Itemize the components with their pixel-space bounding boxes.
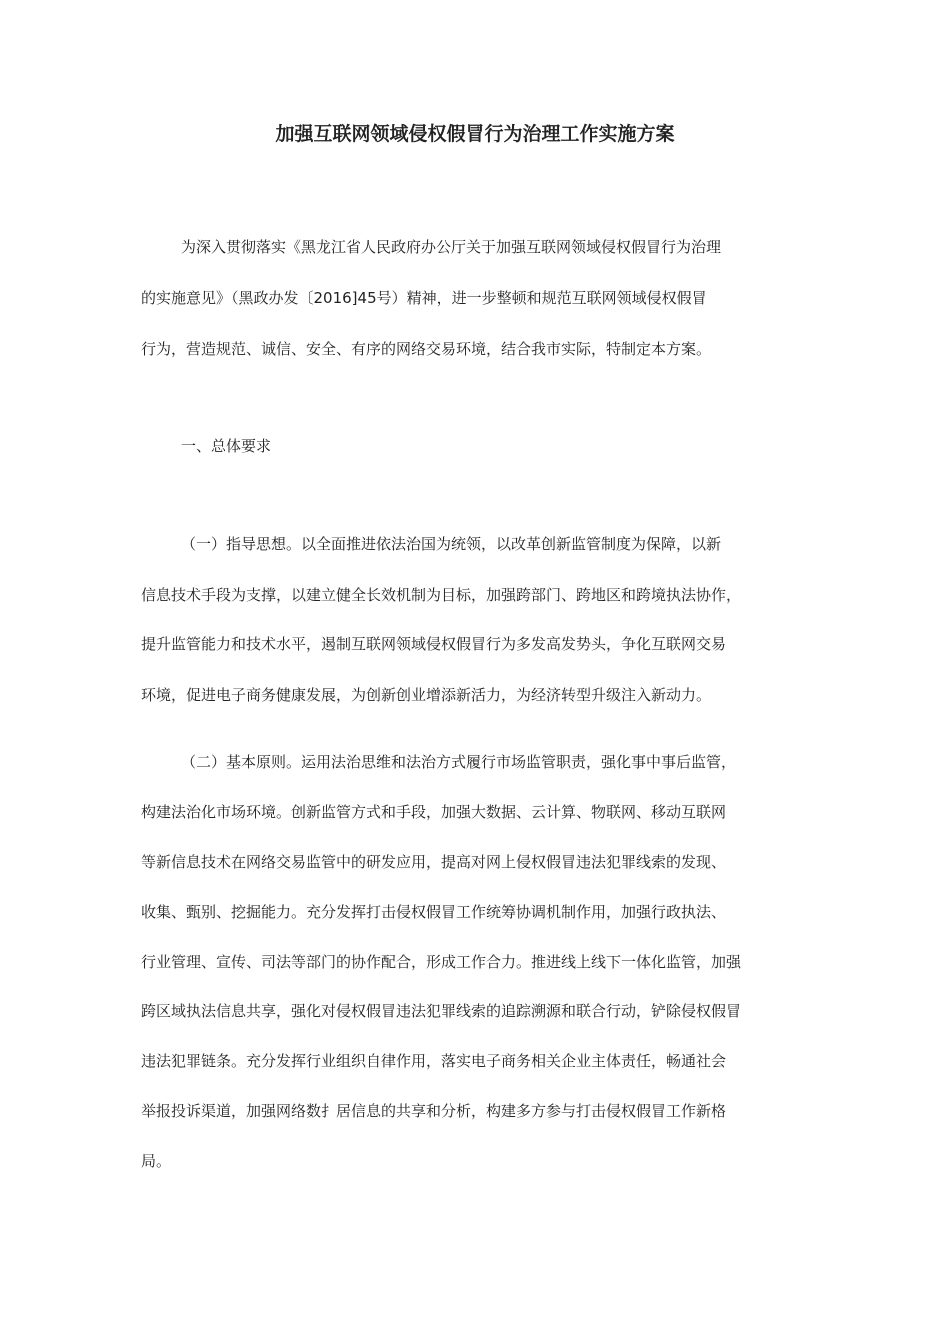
para2-line-4: 收集、甄别、挖掘能力。充分发挥打击侵权假冒工作统筹协调机制作用，加强行政执法、 <box>141 903 727 921</box>
intro-line-3: 行为，营造规范、诚信、安全、有序的网络交易环境，结合我市实际，特制定本方案。 <box>141 340 712 358</box>
para2-line-8: 举报投诉渠道，加强网络数扌居信息的共享和分析，构建多方参与打击侵权假冒工作新格 <box>141 1102 727 1120</box>
para1-line-3: 提升监管能力和技术水平，遏制互联网领域侵权假冒行为多发高发势头，争化互联网交易 <box>141 635 727 653</box>
para2-line-2: 构建法治化市场环境。创新监管方式和手段，加强大数据、云计算、物联网、移动互联网 <box>141 803 727 821</box>
para2-line-7: 违法犯罪链条。充分发挥行业组织自律作用，落实电子商务相关企业主体责任，畅通社会 <box>141 1052 727 1070</box>
para1-line-4: 环境，促进电子商务健康发展，为创新创业增添新活力，为经济转型升级注入新动力。 <box>141 686 712 704</box>
para1-line-2: 信息技术手段为支撑，以建立健全长效机制为目标，加强跨部门、跨地区和跨境执法协作， <box>141 586 742 604</box>
intro-line-1: 为深入贯彻落实《黑龙江省人民政府办公厅关于加强互联网领域侵权假冒行为治理 <box>181 238 722 256</box>
para2-line-6: 跨区域执法信息共享，强化对侵权假冒违法犯罪线索的追踪溯源和联合行动，铲除侵权假冒 <box>141 1002 742 1020</box>
para2-line-3: 等新信息技术在网络交易监管中的研发应用，提高对网上侵权假冒违法犯罪线索的发现、 <box>141 853 727 871</box>
para1-line-1: （一）指导思想。以全面推进依法治国为统领，以改革创新监管制度为保障，以新 <box>181 535 722 553</box>
intro-line-2: 的实施意见》（黑政办发〔2016]45号）精神，进一步整顿和规范互联网领域侵权假冒 <box>141 289 707 307</box>
section-heading: 一、总体要求 <box>181 437 272 455</box>
para2-line-1: （二）基本原则。运用法治思维和法治方式履行市场监管职责，强化事中事后监管， <box>181 753 737 771</box>
document-title: 加强互联网领域侵权假冒行为治理工作实施方案 <box>275 123 675 145</box>
para2-line-9: 局。 <box>141 1152 172 1170</box>
para2-line-5: 行业管理、宣传、司法等部门的协作配合，形成工作合力。推进线上线下一体化监管，加强 <box>141 953 742 971</box>
